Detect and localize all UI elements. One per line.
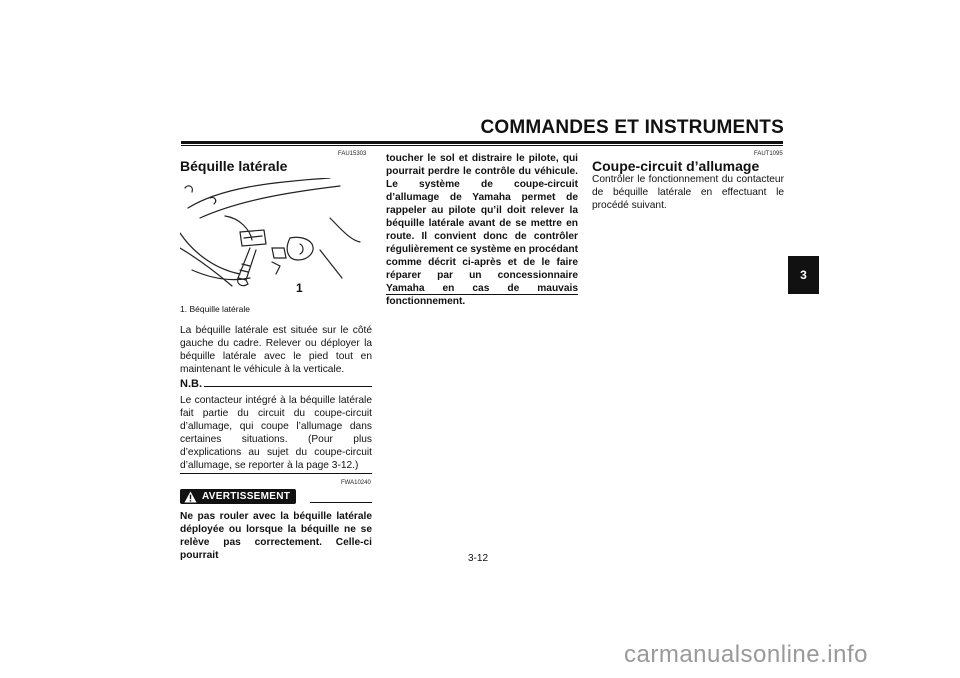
warning-text: Ne pas rouler avec la béquille latérale déployée ou lorsque la béquille ne se relève pas correctement. Celle-ci pourrait — [180, 511, 372, 561]
callout-number: 1 — [296, 281, 303, 295]
figure-caption: 1. Béquille latérale — [180, 304, 250, 314]
nb-rule — [204, 386, 372, 387]
warning-text-continued: toucher le sol et distraire le pilote, qui pourrait perdre le contrôle du véhicule. Le système de coupe-circuit d’allumage de Yamaha permet de rappeler au pilote qu’il doit relever la béquille latérale avant de se mettre en route. Il convient donc de contrôler régulièrement ce système en procédant comme décrit ci-après et de le faire réparer par un concessionnaire Yamaha en cas de mauvais fonctionnement. — [386, 153, 578, 307]
section-title-bequille: Béquille latérale — [180, 158, 288, 174]
paragraph-bequille: La béquille latérale est située sur le côté gauche du cadre. Relever ou déployer la béquille latérale avec le pied tout en maintenant le véhicule à la verticale. — [180, 325, 372, 375]
header-rule-thin — [181, 145, 783, 146]
paragraph-coupe-circuit: Contrôler le fonctionnement du contacteur de béquille latérale en effectuant le procédé suivant. — [592, 174, 784, 211]
warning-rule — [310, 502, 372, 503]
section-code-bequille: FAU15303 — [338, 151, 367, 157]
watermark: carmanualsonline.info — [624, 641, 868, 668]
section-code-coupe-circuit: FAUT1095 — [754, 151, 783, 157]
warning-label: AVERTISSEMENT — [202, 491, 291, 502]
page-number: 3-12 — [468, 553, 489, 564]
warning-badge — [180, 489, 296, 504]
warning-code: FWA10240 — [341, 480, 371, 486]
header-rule — [181, 141, 783, 144]
page-header-title: COMMANDES ET INSTRUMENTS — [480, 117, 784, 138]
section-title-coupe-circuit: Coupe-circuit d’allumage — [592, 158, 760, 174]
warning-triangle-icon — [184, 491, 197, 503]
nb-label: N.B. — [180, 378, 202, 390]
nb-end-rule — [180, 473, 372, 474]
nb-text: Le contacteur intégré à la béquille latérale fait partie du circuit du coupe-circuit d’allumage, qui coupe l’allumage dans certaines situations. (Pour plus d’explications au sujet du coupe-circuit d’allumage, se reporter à la page 3-12.) — [180, 395, 372, 471]
warning-end-rule — [386, 294, 578, 295]
kickstand-illustration — [180, 178, 372, 300]
chapter-tab: 3 — [788, 256, 819, 294]
